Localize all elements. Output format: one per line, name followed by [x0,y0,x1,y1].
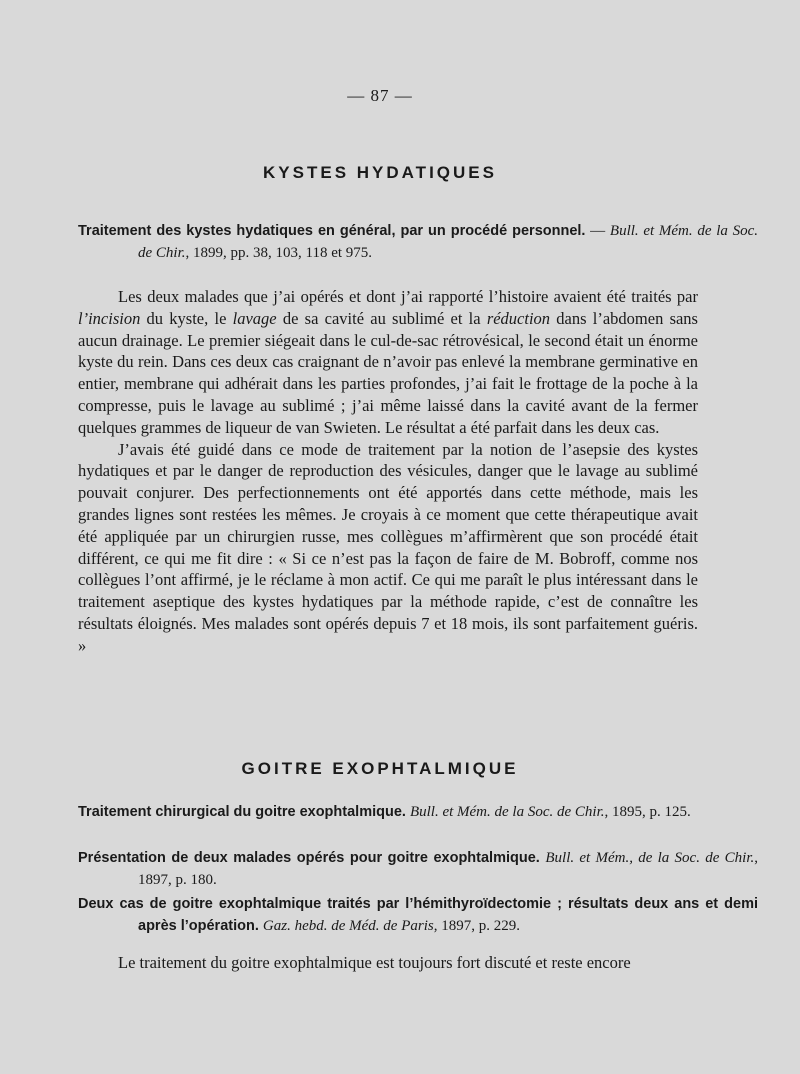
text-run: dans l’abdomen sans aucun drainage. Le premier siégeait dans le cul-de-sac rétrovésical, le second était un énorme kyste du rein. Dans ces deux cas craignant de n’avoir pas enlevé la membrane germinative en entier, membrane qui adhérait dans les parties profondes, j’ai fait le frottage de la poche à la compresse, puis le lavage au sublimé ; j’ai même laissé dans la cavité avant de la fermer quelques grammes de liqueur de van Swieten. Le résultat a été parfait dans les deux cas. [78,308,698,437]
emphasis: l’incision [78,308,141,328]
reference-journal: Bull. et Mém. de la Soc. de Chir. [409,804,605,820]
reference-details: , 1895, p. 125. [604,804,691,820]
reference-separator: — [585,223,610,239]
reference-title: Deux cas de goitre exophtalmique traités par l’hémithyroïdectomie ; résultats deux ans et demi après l’opération. [78,896,758,934]
paragraph: J’avais été guidé dans ce mode de traitement par la notion de l’asepsie des kystes hydatiques et par le danger de reproduction des vésicules, danger que le lavage au sublimé pouvait conjurer. Des perfectionnements ont été apportés dans cette méthode, mais les grandes lignes sont restées les mêmes. Je croyais à ce moment que cette thérapeutique avait été appliquée par un chirurgien russe, mes collègues m’affirmèrent que son procédé était différent, ce qui me fit dire : « Si ce n’est pas la façon de faire de M. Bobroff, comme nos collègues l’ont affirmé, je le réclame à mon actif. Ce qui me paraît le plus intéressant dans le traitement aseptique des kystes hydatiques par la méthode rapide, c’est de connaître les résultats éloignés. Mes malades sont opérés depuis 7 et 18 mois, ils sont parfaitement guéris. » [78,439,698,655]
reference-journal: Bull. et Mém., de la Soc. de Chir. [545,850,755,866]
paragraph: Le traitement du goitre exophtalmique est toujours fort discuté et reste encore [118,953,631,972]
body-kystes [78,286,698,657]
reference-details: , 1897, p. 229. [433,918,520,934]
page-number: — 87 — [347,86,413,105]
reference-journal: Bull. et Mém. de la Soc. de Chir. [138,223,759,261]
reference-title: Présentation de deux malades opérés pour goitre exophtalmique. [78,850,540,866]
reference-kystes [78,220,758,264]
reference-details: , 1899, pp. 38, 103, 118 et 975. [185,245,373,261]
paragraph [78,286,698,439]
emphasis: lavage [232,308,277,328]
text-run: de sa cavité au sublimé et la [276,308,487,328]
section-heading-goitre: GOITRE EXOPHTALMIQUE [241,759,519,778]
reference-goitre-2 [78,847,758,891]
reference-details: , 1897, p. 180. [138,850,758,888]
section-heading-kystes: KYSTES HYDATIQUES [263,163,497,182]
reference-goitre-1 [78,801,758,823]
reference-title: Traitement des kystes hydatiques en général, par un procédé personnel. [78,223,586,239]
text-run: Les deux malades que j’ai opérés et dont j’ai rapporté l’histoire avaient été traités par [118,287,698,306]
reference-goitre-3 [78,893,758,937]
reference-journal: Gaz. hebd. de Méd. de Paris [262,918,434,934]
text-run: du kyste, le [140,308,233,328]
emphasis: réduction [486,308,551,328]
body-goitre [78,952,698,974]
reference-title: Traitement chirurgical du goitre exophtalmique. [78,804,406,820]
